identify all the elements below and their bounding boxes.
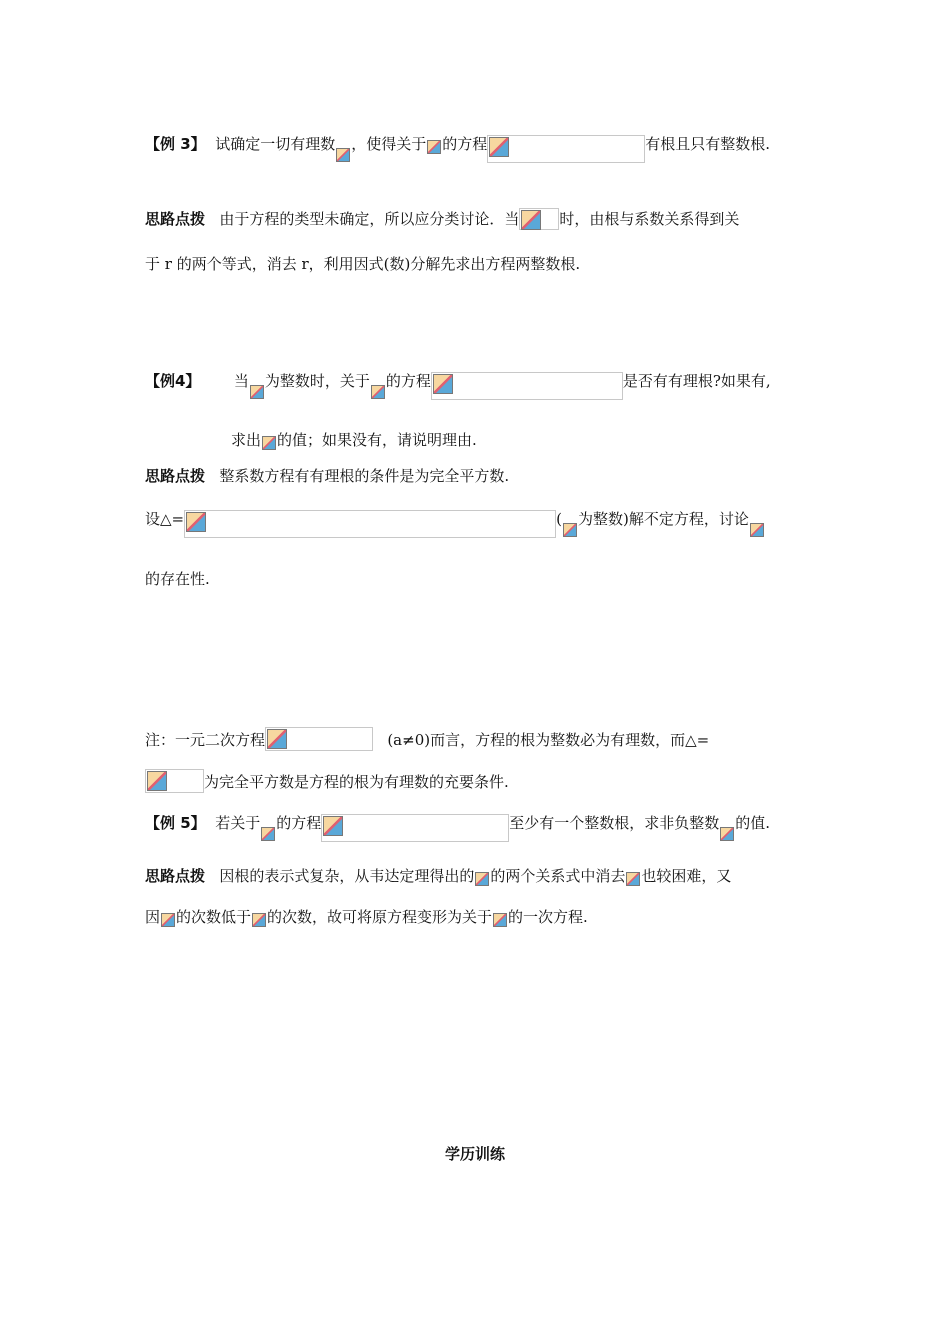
text: 的值. <box>735 814 771 832</box>
text: (a≠0)而言，方程的根为整数必为有理数，而△= <box>387 731 710 749</box>
example-5-label: 【例 5】 <box>145 814 206 832</box>
text: 时，由根与系数关系得到关 <box>559 210 740 228</box>
text: 至少有一个整数根，求非负整数 <box>509 814 720 832</box>
example-4 <box>145 364 771 392</box>
text: 注：一元二次方程 <box>145 731 266 749</box>
text: 试确定一切有理数 <box>215 135 336 153</box>
text: ( <box>556 510 562 528</box>
formula-image-icon <box>625 871 641 887</box>
text: 的两个关系式中消去 <box>490 867 626 885</box>
text: 的方程 <box>385 372 431 390</box>
text: 是否有有理根?如果有, <box>622 372 771 390</box>
example-4-line-2 <box>231 429 477 451</box>
text: 的次数低于 <box>176 908 252 926</box>
note-line-2 <box>145 769 509 793</box>
formula-image-icon <box>145 769 204 793</box>
hint-5-line-1 <box>145 865 731 887</box>
equation-image-icon <box>265 727 373 751</box>
equation-image-icon <box>184 510 556 538</box>
formula-image-icon <box>160 912 176 928</box>
hint-4-label: 思路点拨 <box>145 467 206 485</box>
text: 于 r 的两个等式，消去 r，利用因式(数)分解先求出方程两整数根. <box>145 255 581 273</box>
formula-image-icon <box>251 912 267 928</box>
example-5 <box>145 806 770 834</box>
equation-image-icon <box>431 372 623 400</box>
formula-image-icon <box>335 147 351 163</box>
text: 为整数)解不定方程，讨论 <box>577 510 749 528</box>
formula-image-icon <box>562 522 578 538</box>
text: 整系数方程有有理根的条件是为完全平方数. <box>219 467 510 485</box>
text: 的次数，故可将原方程变形为关于 <box>267 908 493 926</box>
formula-image-icon <box>370 384 386 400</box>
formula-image-icon <box>260 826 276 842</box>
text: 因根的表示式复杂，从韦达定理得出的 <box>219 867 475 885</box>
text: 的方程 <box>276 814 322 832</box>
formula-image-icon <box>474 871 490 887</box>
text: 的值；如果没有，请说明理由. <box>277 431 477 449</box>
hint-4-line-2 <box>145 502 765 530</box>
text: 的存在性. <box>145 570 210 588</box>
text: 为整数时，关于 <box>264 372 370 390</box>
example-3 <box>145 127 770 155</box>
text: 若关于 <box>215 814 261 832</box>
hint-5-label: 思路点拨 <box>145 867 206 885</box>
hint-5-line-2 <box>145 906 588 928</box>
section-title: 学历训练 <box>444 1145 505 1163</box>
hint-4-line-3 <box>145 568 210 590</box>
text: 也较困难，又 <box>641 867 732 885</box>
formula-image-icon <box>492 912 508 928</box>
formula-image-icon <box>249 384 265 400</box>
note-line-1 <box>145 727 709 751</box>
text: ，使得关于 <box>351 135 427 153</box>
text: 由于方程的类型未确定，所以应分类讨论．当 <box>219 210 520 228</box>
equation-image-icon <box>487 135 645 163</box>
formula-image-icon <box>426 139 442 155</box>
text: 有根且只有整数根. <box>645 135 771 153</box>
formula-image-icon <box>519 208 559 230</box>
hint-4-line-1 <box>145 465 509 487</box>
text: 的方程 <box>442 135 488 153</box>
equation-image-icon <box>321 814 509 842</box>
formula-image-icon <box>261 435 277 451</box>
text: 设△= <box>145 510 185 528</box>
example-4-label: 【例4】 <box>145 372 201 390</box>
formula-image-icon <box>749 522 765 538</box>
text: 为完全平方数是方程的根为有理数的充要条件. <box>204 773 509 791</box>
text: 求出 <box>231 431 262 449</box>
text: 因 <box>145 908 161 926</box>
text: 的一次方程. <box>508 908 588 926</box>
hint-3-line-1 <box>145 208 739 230</box>
text: 当 <box>233 372 249 390</box>
hint-3-line-2 <box>145 253 580 275</box>
formula-image-icon <box>719 826 735 842</box>
hint-3-label: 思路点拨 <box>145 210 206 228</box>
example-3-label: 【例 3】 <box>145 135 206 153</box>
